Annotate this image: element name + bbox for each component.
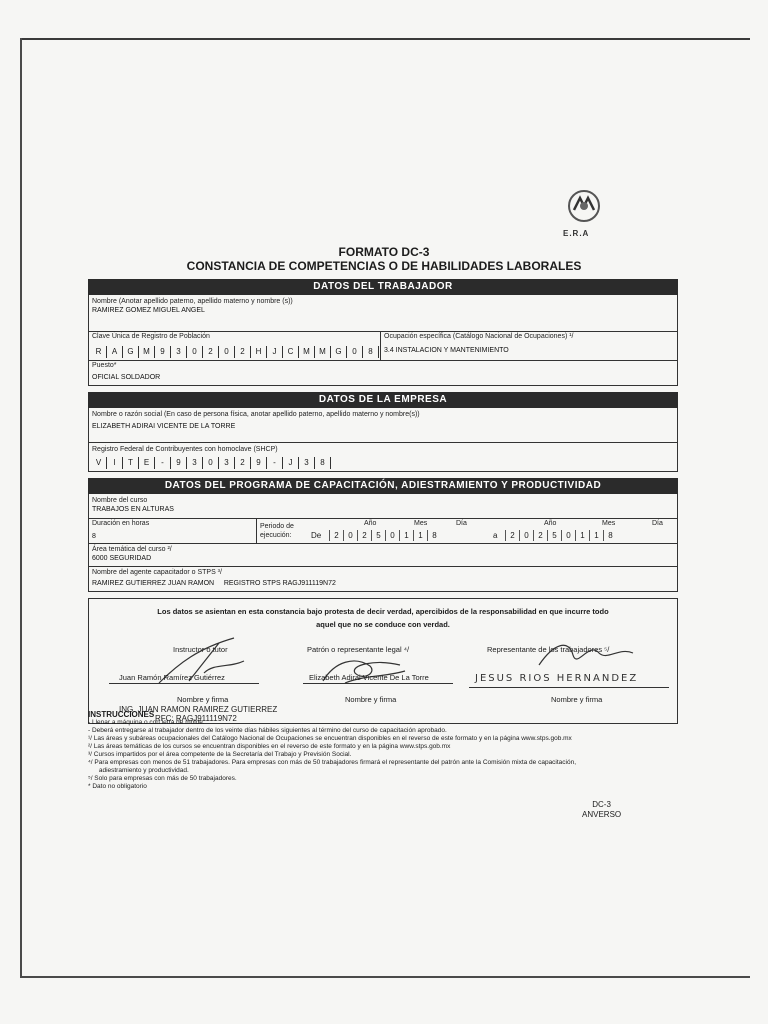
curso-label: Nombre del curso <box>92 497 148 504</box>
mes-label-to: Mes <box>602 520 616 527</box>
curp-ocupacion-row <box>89 332 677 361</box>
rfc-char-cell: V <box>91 457 107 469</box>
instrucciones-item: - Llenar a máquina o con letra de molde. <box>88 719 205 726</box>
rfc-label: Registro Federal de Contribuyentes con homoclave (SHCP) <box>92 446 278 453</box>
instructor-name: Juan Ramón Ramírez Gutiérrez <box>119 673 225 682</box>
instrucciones-item: ⁴/ Para empresas con menos de 51 trabajadores. Para empresas con más de 50 trabajadores firmará el representante del patrón ante la Comisión mixta de capacitación, <box>88 759 577 766</box>
to-date-cells[interactable] <box>505 530 617 541</box>
periodo-label-1: Periodo de <box>260 523 294 530</box>
curp-char-cell: 2 <box>203 346 219 358</box>
razon-label: Nombre o razón social (En caso de persona física, anotar apellido paterno, apellido materno y nombre(s)) <box>92 411 420 418</box>
curp-char-cell: M <box>139 346 155 358</box>
instrucciones-item: - Deberá entregarse al trabajador dentro de los veinte días hábiles siguientes al término del curso de capacitación aprobado. <box>88 727 447 734</box>
dia-label-to: Día <box>652 520 663 527</box>
section-firmas <box>88 598 678 724</box>
periodo-block <box>257 519 677 543</box>
curp-char-cell: 0 <box>219 346 235 358</box>
patron-name: Elizabeth Adirai Vicente De La Torre <box>309 673 429 682</box>
curp-label: Clave Única de Registro de Población <box>92 333 210 340</box>
rfc-char-cell: 3 <box>299 457 315 469</box>
rfc-row <box>89 443 677 471</box>
anio-label-from: Año <box>364 520 377 527</box>
footer-anverso: ANVERSO <box>582 810 622 819</box>
page-edge-bottom <box>20 976 750 978</box>
representante-firma-label: Nombre y firma <box>551 695 603 704</box>
duracion-label: Duración en horas <box>92 520 150 527</box>
from-date-digit: 1 <box>399 530 413 541</box>
periodo-label-2: ejecución: <box>260 532 292 539</box>
from-date-digit: 0 <box>385 530 399 541</box>
puesto-value[interactable]: OFICIAL SOLDADOR <box>92 374 161 381</box>
ocupacion-value[interactable]: 3.4 INSTALACION Y MANTENIMIENTO <box>384 347 509 354</box>
area-value[interactable]: 6000 SEGURIDAD <box>92 555 152 562</box>
instructor-stamp-name: ING. JUAN RAMON RAMIREZ GUTIERREZ <box>119 705 278 714</box>
instrucciones <box>88 711 648 791</box>
nombre-row <box>89 295 677 332</box>
razon-value[interactable]: ELIZABETH ADIRAI VICENTE DE LA TORRE <box>92 423 236 430</box>
agente-label: Nombre del agente capacitador o STPS ³/ <box>92 569 222 576</box>
agente-row <box>89 567 677 591</box>
curso-row <box>89 494 677 519</box>
nombre-label: Nombre (Anotar apellido paterno, apellido materno y nombre (s)) <box>92 298 293 305</box>
from-date-digit: 2 <box>329 530 343 541</box>
section-trabajador <box>88 295 678 386</box>
ocupacion-label: Ocupación específica (Catálogo Nacional de Ocupaciones) ¹/ <box>384 333 574 340</box>
curp-char-cell: M <box>315 346 331 358</box>
section-programa-title: DATOS DEL PROGRAMA DE CAPACITACIÓN, ADIESTRAMIENTO Y PRODUCTIVIDAD <box>88 478 678 494</box>
rfc-char-cell: T <box>123 457 139 469</box>
instrucciones-item: ¹/ Las áreas y subáreas ocupacionales del Catálogo Nacional de Ocupaciones se encuentran disponibles en el reverso de este formato y en la página www.stps.gob.mx <box>88 735 572 742</box>
curp-char-cell: 2 <box>235 346 251 358</box>
instructor-firma-label: Nombre y firma <box>177 695 229 704</box>
to-date-digit: 1 <box>575 530 589 541</box>
curp-block <box>89 332 381 360</box>
rfc-char-cell: 9 <box>171 457 187 469</box>
curp-char-cell: 9 <box>155 346 171 358</box>
duracion-periodo-row <box>89 519 677 544</box>
instrucciones-item: ⁵/ Solo para empresas con más de 50 trabajadores. <box>88 775 237 782</box>
instructor-stamp-rfc: RFC: RAGJ911119N72 <box>155 714 237 723</box>
rfc-char-cell: 2 <box>235 457 251 469</box>
footer-dc3: DC-3 <box>592 800 611 809</box>
legal-statement <box>89 605 677 631</box>
page-edge-top <box>20 38 750 40</box>
footer-code <box>582 800 621 820</box>
curp-char-cell: G <box>123 346 139 358</box>
signature-area <box>89 631 677 723</box>
curp-char-cell: R <box>91 346 107 358</box>
instructor-label: Instructor o tutor <box>173 645 228 654</box>
curp-char-cell: M <box>299 346 315 358</box>
dia-label-from: Día <box>456 520 467 527</box>
from-date-digit: 8 <box>427 530 441 541</box>
patron-label: Patrón o representante legal ⁴/ <box>307 645 410 654</box>
from-date-cells[interactable] <box>329 530 441 541</box>
curp-char-cell: H <box>251 346 267 358</box>
legal-line-2: aquel que no se conduce con verdad. <box>316 620 450 629</box>
representante-label: Representante de los trabajadores ⁵/ <box>487 645 610 654</box>
instrucciones-item: * Dato no obligatorio <box>88 783 147 790</box>
logo-text: E.R.A <box>563 229 590 238</box>
de-label: De <box>311 531 322 540</box>
from-date-digit: 5 <box>371 530 385 541</box>
instrucciones-item: ³/ Cursos impartidos por el área competente de la Secretaría del Trabajo y Previsión Social. <box>88 751 352 758</box>
puesto-label: Puesto* <box>92 362 117 369</box>
agente-value[interactable]: RAMIREZ GUTIERREZ JUAN RAMON REGISTRO STPS RAGJ911119N72 <box>92 580 336 587</box>
dc3-form <box>88 279 678 724</box>
rfc-char-cell: 0 <box>203 457 219 469</box>
anio-label-to: Año <box>544 520 557 527</box>
from-date-digit: 2 <box>357 530 371 541</box>
instructor-signature-icon <box>149 633 259 693</box>
section-programa <box>88 494 678 592</box>
a-label: a <box>493 531 498 540</box>
instructor-line <box>109 683 259 684</box>
curp-char-cell: 3 <box>171 346 187 358</box>
instrucciones-item: ²/ Las áreas temáticas de los cursos se encuentran disponibles en el reverso de este formato y en la página www.stps.gob.mx <box>88 743 451 750</box>
curp-char-cell: J <box>267 346 283 358</box>
area-row <box>89 544 677 567</box>
duracion-block <box>89 519 257 543</box>
representante-line <box>469 687 669 688</box>
rfc-char-cell: - <box>155 457 171 469</box>
razon-row <box>89 408 677 443</box>
rfc-char-cell: 3 <box>187 457 203 469</box>
area-label: Área temática del curso ²/ <box>92 546 172 553</box>
form-title: FORMATO DC-3 <box>338 245 430 259</box>
to-date-digit: 0 <box>561 530 575 541</box>
mes-label-from: Mes <box>414 520 428 527</box>
puesto-row <box>89 361 677 385</box>
curp-char-cell: 0 <box>347 346 363 358</box>
rfc-char-cell: I <box>107 457 123 469</box>
section-empresa-title: DATOS DE LA EMPRESA <box>88 392 678 408</box>
curp-char-cell: G <box>331 346 347 358</box>
section-empresa <box>88 408 678 472</box>
page-edge-left <box>20 38 22 978</box>
instrucciones-title: INSTRUCCIONES <box>88 710 155 719</box>
to-date-digit: 2 <box>533 530 547 541</box>
ocupacion-block <box>381 332 677 360</box>
curp-cells[interactable] <box>91 346 380 358</box>
curp-char-cell: 8 <box>363 346 379 358</box>
to-date-digit: 8 <box>603 530 617 541</box>
curp-char-cell: 0 <box>187 346 203 358</box>
rfc-char-cell: E <box>139 457 155 469</box>
rfc-char-cell: 8 <box>315 457 331 469</box>
instrucciones-item: adiestramiento y productividad. <box>88 767 189 774</box>
rfc-char-cell: 9 <box>251 457 267 469</box>
nombre-value[interactable]: RAMIREZ GOMEZ MIGUEL ANGEL <box>92 307 205 314</box>
rfc-cells[interactable] <box>91 457 677 469</box>
rfc-char-cell: - <box>267 457 283 469</box>
patron-line <box>303 683 453 684</box>
to-date-digit: 0 <box>519 530 533 541</box>
to-date-digit: 1 <box>589 530 603 541</box>
patron-signature-icon <box>315 651 415 691</box>
from-date-digit: 0 <box>343 530 357 541</box>
curp-char-cell: C <box>283 346 299 358</box>
patron-firma-label: Nombre y firma <box>345 695 397 704</box>
section-trabajador-title: DATOS DEL TRABAJADOR <box>88 279 678 295</box>
legal-line-1: Los datos se asientan en esta constancia bajo protesta de decir verdad, apercibidos de la responsabilidad en que incurre todo <box>157 607 609 616</box>
curp-char-cell: A <box>107 346 123 358</box>
duracion-value[interactable]: 8 <box>92 533 96 540</box>
rfc-char-cell: 3 <box>219 457 235 469</box>
representante-handwritten-name: JESUS RIOS HERNANDEZ <box>475 673 639 684</box>
to-date-digit: 5 <box>547 530 561 541</box>
rfc-char-cell: J <box>283 457 299 469</box>
from-date-digit: 1 <box>413 530 427 541</box>
form-subtitle: CONSTANCIA DE COMPETENCIAS O DE HABILIDADES LABORALES <box>186 259 582 273</box>
curso-value[interactable]: TRABAJOS EN ALTURAS <box>92 506 174 513</box>
to-date-digit: 2 <box>505 530 519 541</box>
